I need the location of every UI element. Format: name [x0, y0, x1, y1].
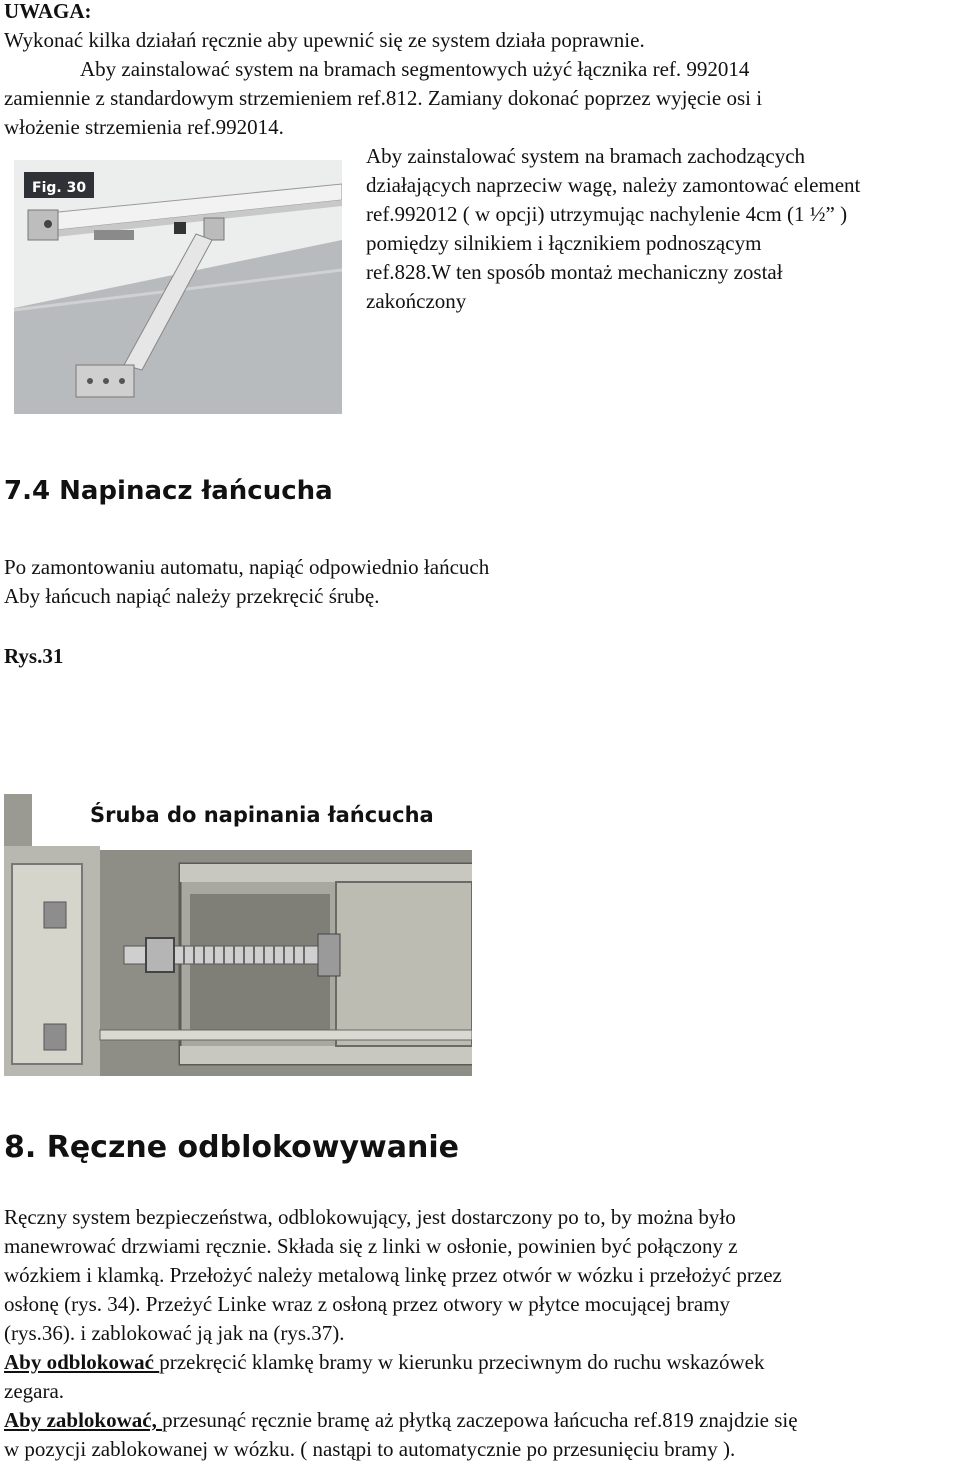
figure-ref-31: Rys.31: [4, 644, 64, 668]
section-74-title: 7.4 Napinacz łańcucha: [4, 476, 333, 506]
figure-30-label: Fig. 30: [32, 180, 87, 196]
unlock-text-cont: zegara.: [4, 1379, 65, 1403]
section-8-line-3: wózkiem i klamką. Przełożyć należy metalową linkę przez otwór w wózku i przełożyć przez: [4, 1263, 782, 1287]
section-8-line-2: manewrować drzwiami ręcznie. Składa się z linki w osłonie, powinien być połączony z: [4, 1234, 738, 1258]
section-74-line-2: Aby łańcuch napiąć należy przekręcić śrubę.: [4, 584, 380, 608]
warning-line-2: Aby zainstalować system na bramach segmentowych użyć łącznika ref. 992014: [80, 57, 750, 81]
photo-caption: Śruba do napinania łańcucha: [90, 803, 434, 827]
section-8-line-5: (rys.36). i zablokować ją jak na (rys.37).: [4, 1321, 345, 1345]
lock-instruction: [4, 1406, 798, 1435]
section-8-line-4: osłonę (rys. 34). Przeżyć Linke wraz z osłoną przez otwory w płytce mocującej bramy: [4, 1292, 730, 1316]
unlock-instruction: [4, 1348, 764, 1377]
side-line-1: Aby zainstalować system na bramach zachodzących: [366, 144, 806, 168]
figure-30: [14, 160, 342, 414]
section-8-line-1: Ręczny system bezpieczeństwa, odblokowujący, jest dostarczony po to, by można było: [4, 1205, 736, 1229]
warning-line-4: włożenie strzemienia ref.992014.: [4, 115, 284, 139]
figure-31-drawing: [4, 794, 472, 1076]
lock-text: przesunąć ręcznie bramę aż płytką zaczepowa łańcucha ref.819 znajdzie się: [162, 1408, 798, 1432]
side-line-5: ref.828.W ten sposób montaż mechaniczny został: [366, 260, 783, 284]
section-8-title: 8. Ręczne odblokowywanie: [4, 1130, 459, 1165]
section-74-line-1: Po zamontowaniu automatu, napiąć odpowiednio łańcuch: [4, 555, 490, 579]
figure-30-drawing: [14, 160, 342, 414]
warning-line-1: Wykonać kilka działań ręcznie aby upewnić się ze system działa poprawnie.: [4, 28, 645, 52]
side-line-2: działających naprzeciw wagę, należy zamontować element: [366, 173, 861, 197]
lock-text-cont: w pozycji zablokowanej w wózku. ( nastąpi to automatycznie po przesunięciu bramy ).: [4, 1437, 736, 1461]
side-line-6: zakończony: [366, 289, 467, 313]
unlock-text: przekręcić klamkę bramy w kierunku przeciwnym do ruchu wskazówek: [159, 1350, 765, 1374]
side-line-4: pomiędzy silnikiem i łącznikiem podnoszącym: [366, 231, 762, 255]
warning-heading: UWAGA:: [4, 0, 92, 23]
lock-label: Aby zablokować,: [4, 1408, 163, 1432]
unlock-label: Aby odblokować: [4, 1350, 160, 1374]
side-line-3: ref.992012 ( w opcji) utrzymując nachylenie 4cm (1 ½” ): [366, 202, 848, 226]
figure-31-photo: [4, 794, 472, 1076]
warning-line-3: zamiennie z standardowym strzemieniem ref.812. Zamiany dokonać poprzez wyjęcie osi i: [4, 86, 763, 110]
